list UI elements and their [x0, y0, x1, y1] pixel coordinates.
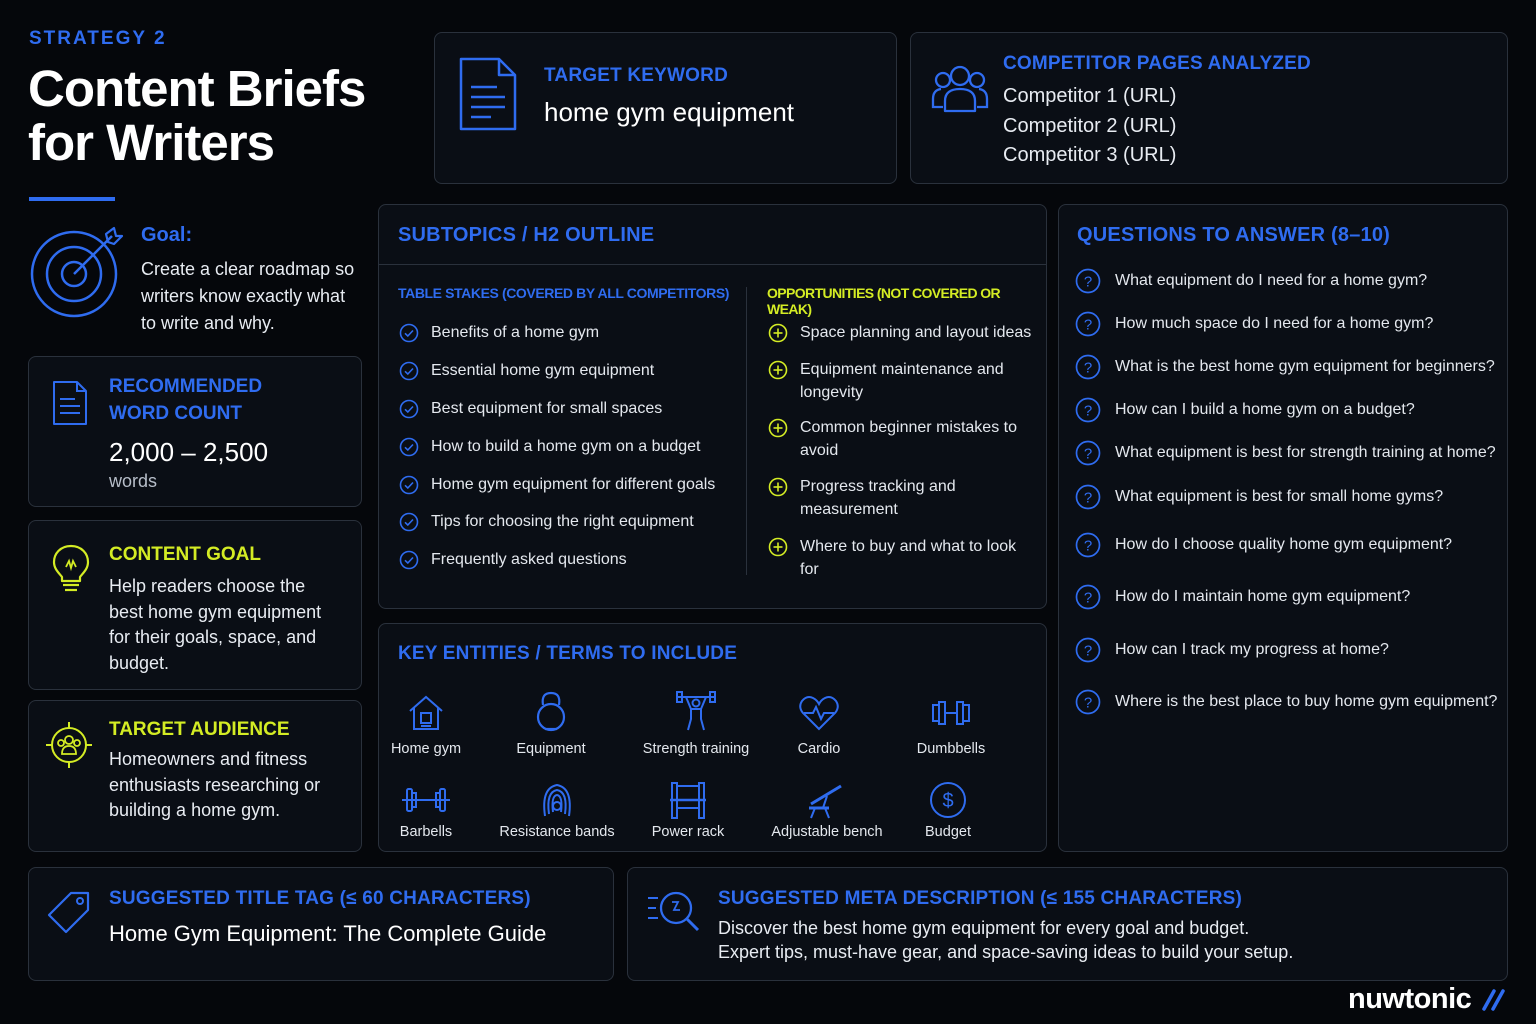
- entity-label: Dumbbells: [916, 741, 986, 757]
- opportunities-label: OPPORTUNITIES (NOT COVERED OR WEAK): [767, 285, 1001, 317]
- entity-label: Budget: [925, 824, 971, 840]
- content-goal-text: Help readers choose the best home gym equipment for their goals, space, and budget.: [109, 576, 322, 673]
- subtopics-label: SUBTOPICS / H2 OUTLINE: [398, 224, 655, 246]
- column-divider: [746, 287, 747, 575]
- opportunity-text: Common beginner mistakes to avoid: [800, 419, 1017, 459]
- entity-item: [757, 776, 897, 840]
- question-circle-icon: [1075, 440, 1101, 466]
- opportunity-item: [768, 475, 1035, 521]
- entities-label: KEY ENTITIES / TERMS TO INCLUDE: [398, 643, 738, 664]
- brand-name: nuwtonic: [1348, 983, 1472, 1015]
- table-stakes-item: [399, 321, 599, 344]
- check-circle-icon: [399, 437, 419, 457]
- document-icon: [51, 379, 89, 427]
- word-count-card: [28, 356, 362, 507]
- brand-logo: [1348, 983, 1507, 1016]
- bench-icon: [757, 776, 897, 820]
- entity-label: Equipment: [516, 741, 586, 757]
- plus-circle-icon: [768, 323, 788, 343]
- table-stakes-item: [399, 397, 662, 420]
- search-analysis-icon: [646, 888, 702, 936]
- barbell-icon: [356, 776, 496, 820]
- question-item: [1075, 397, 1415, 423]
- entity-label: Adjustable bench: [771, 824, 883, 840]
- target-audience-card: [28, 700, 362, 852]
- check-circle-icon: [399, 550, 419, 570]
- dollar-icon: [878, 776, 1018, 820]
- svg-text:?: ?: [1083, 694, 1093, 712]
- table-stakes-item: [399, 359, 654, 382]
- content-goal-card: [28, 520, 362, 690]
- heart-pulse-icon: [749, 689, 889, 733]
- plus-circle-icon: [768, 537, 788, 557]
- house-icon: [356, 689, 496, 733]
- question-text: Where is the best place to buy home gym equipment?: [1115, 693, 1498, 710]
- question-circle-icon: [1075, 268, 1101, 294]
- opportunity-text: Progress tracking and measurement: [800, 478, 956, 518]
- opportunity-text: Equipment maintenance and longevity: [800, 361, 1004, 401]
- entity-item: [749, 689, 889, 757]
- entity-item: [878, 776, 1018, 840]
- brand-slash-icon: [1481, 989, 1507, 1011]
- question-text: How can I build a home gym on a budget?: [1115, 401, 1415, 418]
- svg-text:$: $: [942, 790, 954, 812]
- kettlebell-icon: [481, 689, 621, 733]
- meta-description-label: SUGGESTED META DESCRIPTION (≤ 155 CHARACTERS): [718, 888, 1243, 909]
- word-count-value: 2,000 – 2,500: [109, 437, 269, 467]
- check-circle-icon: [399, 323, 419, 343]
- competitor-3: Competitor 3 (URL): [1003, 144, 1177, 166]
- entity-item: [487, 776, 627, 840]
- check-circle-icon: [399, 361, 419, 381]
- strategy-label: STRATEGY 2: [29, 28, 167, 49]
- word-count-label-line2: WORD COUNT: [109, 403, 242, 424]
- check-circle-icon: [399, 512, 419, 532]
- check-circle-icon: [399, 475, 419, 495]
- entity-label: Home gym: [390, 741, 462, 757]
- table-stakes-text: Essential home gym equipment: [431, 362, 655, 379]
- questions-label: QUESTIONS TO ANSWER (8–10): [1077, 224, 1391, 246]
- plus-circle-icon: [768, 477, 788, 497]
- target-keyword-value: home gym equipment: [544, 97, 795, 127]
- page-title: Content Briefs for Writers: [28, 60, 366, 171]
- tag-icon: [47, 890, 91, 934]
- entity-label: Strength training: [642, 741, 750, 757]
- question-text: How do I choose quality home gym equipment?: [1115, 536, 1453, 553]
- opportunity-item: [768, 358, 1035, 404]
- svg-text:?: ?: [1083, 316, 1093, 334]
- table-stakes-item: [399, 473, 715, 496]
- target-icon: [28, 224, 124, 320]
- question-circle-icon: [1075, 689, 1101, 715]
- svg-text:?: ?: [1083, 402, 1093, 420]
- question-text: How do I maintain home gym equipment?: [1115, 588, 1411, 605]
- users-group-icon: [931, 61, 989, 115]
- competitor-1: Competitor 1 (URL): [1003, 85, 1177, 107]
- svg-text:?: ?: [1083, 359, 1093, 377]
- title-tag-value: Home Gym Equipment: The Complete Guide: [109, 921, 547, 946]
- question-item: [1075, 354, 1495, 380]
- entity-item: [481, 689, 621, 757]
- question-item: [1075, 532, 1452, 558]
- svg-text:?: ?: [1083, 537, 1093, 555]
- opportunity-text: Space planning and layout ideas: [800, 324, 1032, 341]
- title-tag-label: SUGGESTED TITLE TAG (≤ 60 CHARACTERS): [109, 888, 531, 909]
- svg-text:?: ?: [1083, 445, 1093, 463]
- entity-item: [356, 689, 496, 757]
- content-goal-label: CONTENT GOAL: [109, 544, 261, 565]
- question-text: How much space do I need for a home gym?: [1115, 315, 1434, 332]
- meta-description-line2: Expert tips, must-have gear, and space-saving ideas to build your setup.: [718, 942, 1294, 962]
- question-circle-icon: [1075, 532, 1101, 558]
- svg-text:?: ?: [1083, 589, 1093, 607]
- question-circle-icon: [1075, 484, 1101, 510]
- question-circle-icon: [1075, 637, 1101, 663]
- entities-card: [378, 623, 1047, 852]
- table-stakes-item: [399, 548, 627, 571]
- table-stakes-text: Home gym equipment for different goals: [431, 476, 716, 493]
- word-count-label-line1: RECOMMENDED: [109, 376, 263, 397]
- question-text: What equipment do I need for a home gym?: [1115, 272, 1428, 289]
- subtopics-card: [378, 204, 1047, 609]
- competitors-card: [910, 32, 1508, 184]
- entity-item: [881, 689, 1021, 757]
- table-stakes-text: Frequently asked questions: [431, 551, 627, 568]
- goal-text: Create a clear roadmap so writers know exactly what to write and why.: [141, 259, 355, 333]
- audience-target-icon: [45, 721, 93, 769]
- meta-description-line1: Discover the best home gym equipment for every goal and budget.: [718, 918, 1250, 938]
- entity-item: [626, 689, 766, 757]
- svg-text:?: ?: [1083, 273, 1093, 291]
- table-stakes-label: TABLE STAKES (COVERED BY ALL COMPETITORS): [398, 285, 730, 301]
- resistance-band-icon: [487, 776, 627, 820]
- question-item: [1075, 268, 1427, 294]
- opportunity-item: [768, 535, 1035, 581]
- entity-item: [356, 776, 496, 840]
- target-keyword-card: [434, 32, 897, 184]
- competitor-2: Competitor 2 (URL): [1003, 115, 1177, 137]
- question-circle-icon: [1075, 311, 1101, 337]
- questions-card: [1058, 204, 1508, 852]
- question-circle-icon: [1075, 354, 1101, 380]
- opportunity-text: Where to buy and what to look for: [800, 538, 1017, 578]
- table-stakes-text: How to build a home gym on a budget: [431, 438, 701, 455]
- plus-circle-icon: [768, 418, 788, 438]
- target-keyword-label: TARGET KEYWORD: [544, 65, 728, 86]
- table-stakes-text: Benefits of a home gym: [431, 324, 600, 341]
- subtopics-divider: [379, 264, 1046, 265]
- power-rack-icon: [618, 776, 758, 820]
- question-item: [1075, 584, 1410, 610]
- question-item: [1075, 637, 1389, 663]
- title-underline: [29, 197, 115, 201]
- question-circle-icon: [1075, 397, 1101, 423]
- competitors-label: COMPETITOR PAGES ANALYZED: [1003, 53, 1311, 74]
- question-item: [1075, 311, 1433, 337]
- question-item: [1075, 484, 1443, 510]
- word-count-unit: words: [109, 471, 158, 491]
- opportunity-item: [768, 321, 1035, 344]
- check-circle-icon: [399, 399, 419, 419]
- question-item: [1075, 689, 1497, 715]
- title-tag-card: [28, 867, 614, 981]
- svg-text:?: ?: [1083, 489, 1093, 507]
- table-stakes-text: Best equipment for small spaces: [431, 400, 663, 417]
- goal-label: Goal:: [141, 224, 193, 246]
- table-stakes-text: Tips for choosing the right equipment: [431, 513, 694, 530]
- entity-label: Resistance bands: [499, 824, 615, 840]
- svg-text:?: ?: [1083, 642, 1093, 660]
- target-audience-text: Homeowners and fitness enthusiasts researching or building a home gym.: [109, 749, 321, 820]
- lightbulb-icon: [51, 543, 91, 593]
- entity-label: Cardio: [797, 741, 841, 757]
- table-stakes-item: [399, 435, 701, 458]
- target-audience-label: TARGET AUDIENCE: [109, 719, 290, 740]
- entity-label: Power rack: [651, 824, 725, 840]
- question-text: What equipment is best for strength training at home?: [1115, 444, 1496, 461]
- entity-item: [618, 776, 758, 840]
- table-stakes-item: [399, 510, 694, 533]
- meta-description-card: [627, 867, 1508, 981]
- document-icon: [457, 55, 519, 133]
- dumbbell-icon: [881, 689, 1021, 733]
- entity-label: Barbells: [399, 824, 453, 840]
- question-item: [1075, 440, 1496, 466]
- opportunity-item: [768, 416, 1035, 462]
- plus-circle-icon: [768, 360, 788, 380]
- weightlifter-icon: [626, 689, 766, 733]
- question-text: What equipment is best for small home gyms?: [1115, 488, 1444, 505]
- question-text: How can I track my progress at home?: [1115, 641, 1389, 658]
- question-text: What is the best home gym equipment for beginners?: [1115, 358, 1495, 375]
- question-circle-icon: [1075, 584, 1101, 610]
